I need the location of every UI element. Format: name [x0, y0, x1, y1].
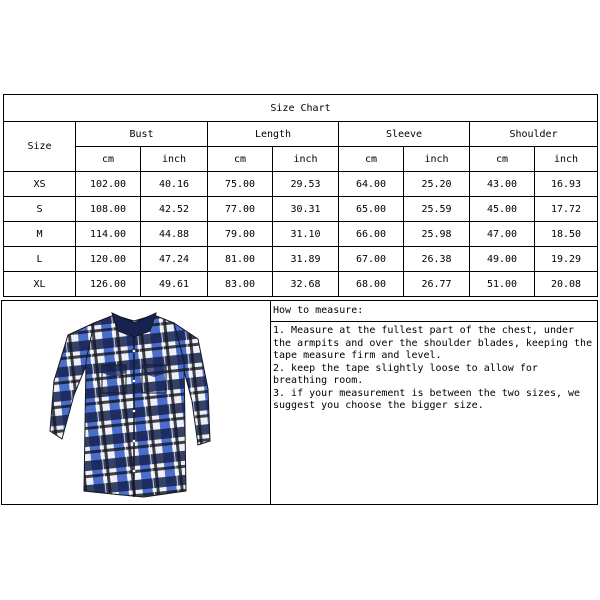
- measure-section: [1, 300, 598, 505]
- size-rows: [4, 172, 598, 297]
- measurement-cell: 49.61: [141, 272, 208, 297]
- table-row: [4, 197, 598, 222]
- size-header: Size: [4, 122, 76, 172]
- measurement-cell: 68.00: [339, 272, 404, 297]
- plaid-shirt-image: [2, 301, 270, 504]
- shirt-body: [84, 315, 186, 497]
- measurement-cell: 16.93: [535, 172, 598, 197]
- sleeve-header: Sleeve: [339, 122, 470, 147]
- unit-header: cm: [76, 147, 141, 172]
- unit-header: inch: [273, 147, 339, 172]
- measurement-cell: 114.00: [76, 222, 141, 247]
- table-row: [4, 222, 598, 247]
- measurement-cell: 25.59: [404, 197, 470, 222]
- measurement-cell: 44.88: [141, 222, 208, 247]
- measurement-cell: 45.00: [470, 197, 535, 222]
- size-label: XL: [4, 272, 76, 297]
- size-label: L: [4, 247, 76, 272]
- unit-header: cm: [470, 147, 535, 172]
- measurement-cell: 66.00: [339, 222, 404, 247]
- product-photo: [2, 301, 271, 504]
- size-chart-table: [3, 94, 598, 297]
- measurement-cell: 31.89: [273, 247, 339, 272]
- measurement-cell: 79.00: [208, 222, 273, 247]
- measurement-cell: 67.00: [339, 247, 404, 272]
- table-row: [4, 247, 598, 272]
- measurement-cell: 17.72: [535, 197, 598, 222]
- measurement-cell: 51.00: [470, 272, 535, 297]
- length-header: Length: [208, 122, 339, 147]
- measurement-cell: 18.50: [535, 222, 598, 247]
- shirt-button: [133, 380, 136, 383]
- measurement-cell: 30.31: [273, 197, 339, 222]
- measurement-cell: 77.00: [208, 197, 273, 222]
- shirt-button: [133, 470, 136, 473]
- measurement-cell: 42.52: [141, 197, 208, 222]
- measurement-cell: 26.77: [404, 272, 470, 297]
- measurement-cell: 120.00: [76, 247, 141, 272]
- bust-header: Bust: [76, 122, 208, 147]
- shoulder-header: Shoulder: [470, 122, 598, 147]
- measurement-cell: 40.16: [141, 172, 208, 197]
- measurement-cell: 32.68: [273, 272, 339, 297]
- measurement-cell: 108.00: [76, 197, 141, 222]
- howto-header: How to measure:: [271, 301, 597, 322]
- measurement-cell: 26.38: [404, 247, 470, 272]
- measurement-cell: 20.08: [535, 272, 598, 297]
- measurement-cell: 43.00: [470, 172, 535, 197]
- size-label: M: [4, 222, 76, 247]
- measurement-cell: 25.20: [404, 172, 470, 197]
- size-label: XS: [4, 172, 76, 197]
- table-row: [4, 172, 598, 197]
- measurement-cell: 83.00: [208, 272, 273, 297]
- measurement-cell: 25.98: [404, 222, 470, 247]
- measurement-cell: 75.00: [208, 172, 273, 197]
- size-chart-title: Size Chart: [4, 95, 598, 122]
- measurement-cell: 47.24: [141, 247, 208, 272]
- unit-header: cm: [339, 147, 404, 172]
- unit-header: cm: [208, 147, 273, 172]
- measurement-cell: 126.00: [76, 272, 141, 297]
- howto-step: 1. Measure at the fullest part of the chest, under the armpits and over the shoulder blades, keeping the tape measure firm and level.: [273, 325, 593, 361]
- howto-step: 3. if your measurement is between the two sizes, we suggest you choose the bigger size.: [273, 387, 581, 411]
- shirt-button: [133, 350, 136, 353]
- measurement-cell: 49.00: [470, 247, 535, 272]
- measurement-cell: 31.10: [273, 222, 339, 247]
- measurement-cell: 29.53: [273, 172, 339, 197]
- measurement-cell: 19.29: [535, 247, 598, 272]
- measurement-cell: 47.00: [470, 222, 535, 247]
- unit-header: inch: [535, 147, 598, 172]
- shirt-button: [133, 410, 136, 413]
- size-label: S: [4, 197, 76, 222]
- measurement-cell: 65.00: [339, 197, 404, 222]
- unit-header: inch: [141, 147, 208, 172]
- unit-header: inch: [404, 147, 470, 172]
- measurement-cell: 102.00: [76, 172, 141, 197]
- howto-body: [271, 322, 597, 504]
- table-row: [4, 272, 598, 297]
- shirt-button: [133, 440, 136, 443]
- measurement-cell: 64.00: [339, 172, 404, 197]
- measurement-cell: 81.00: [208, 247, 273, 272]
- howto-step: 2. keep the tape slightly loose to allow for breathing room.: [273, 362, 538, 386]
